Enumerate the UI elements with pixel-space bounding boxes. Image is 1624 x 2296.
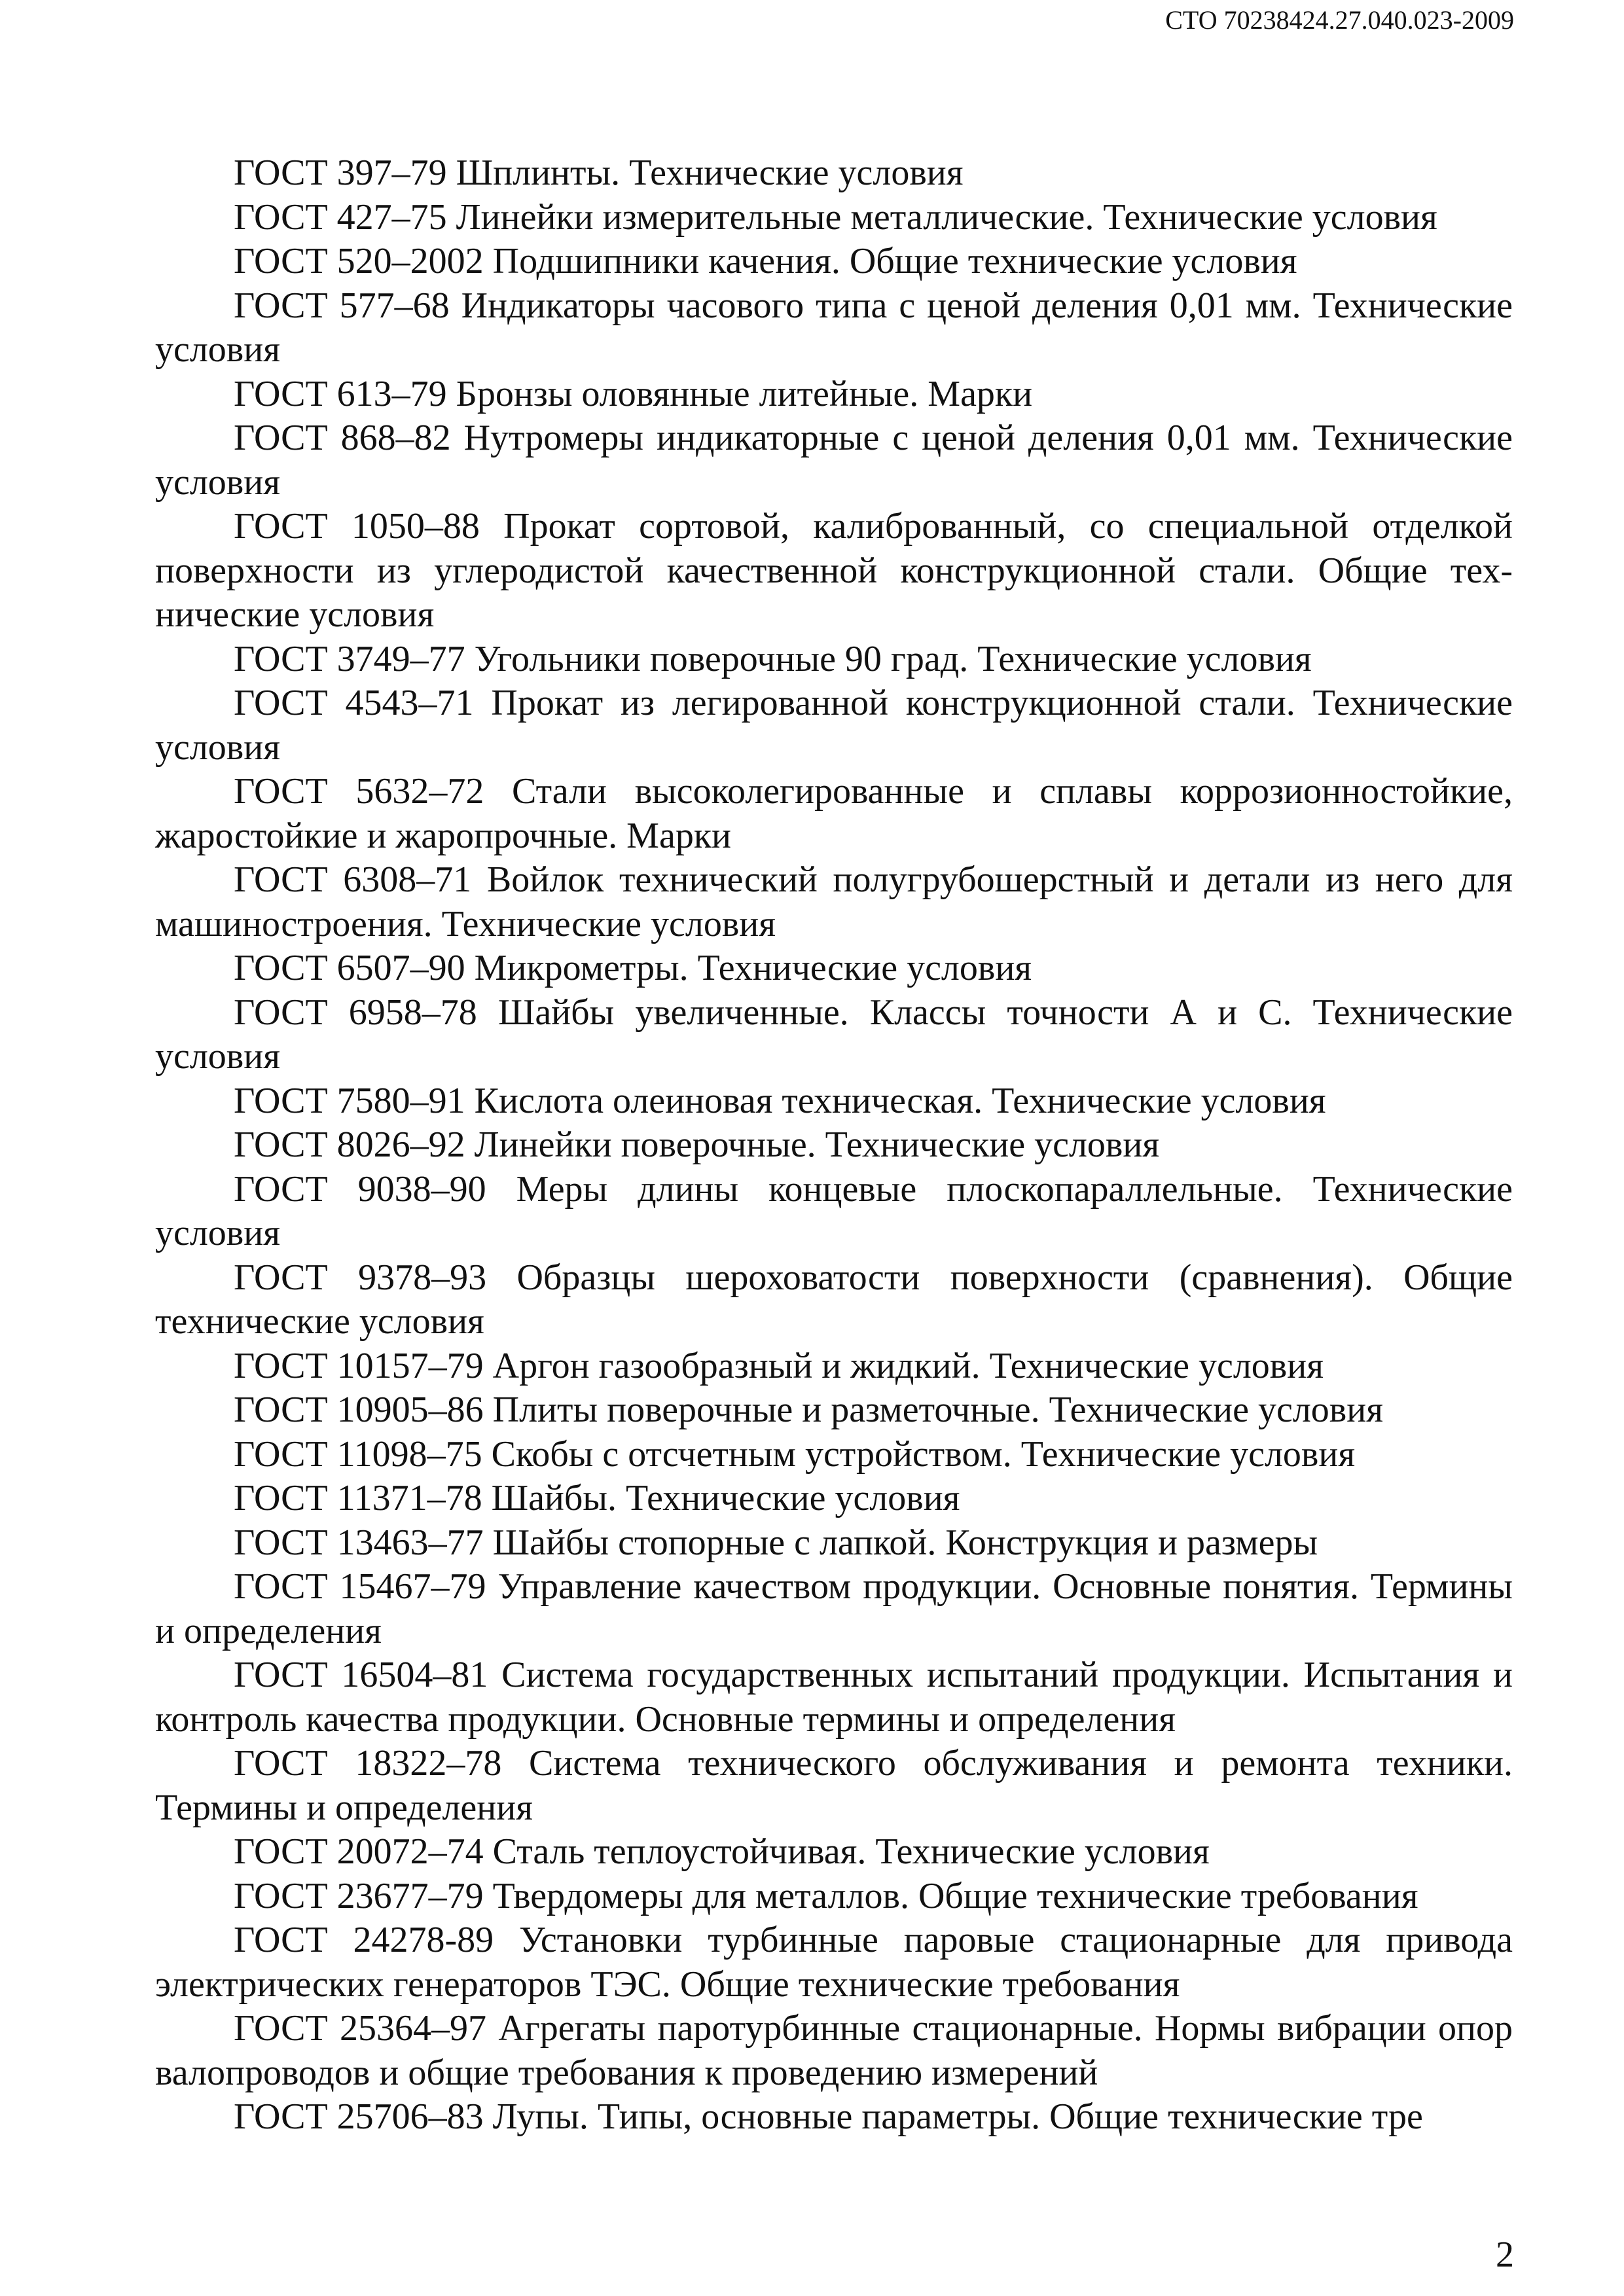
reference-entry: ГОСТ 7580–91 Кислота олеиновая техническая. Технические условия xyxy=(234,1080,1326,1121)
reference-entry: ГОСТ 6958–78 Шайбы увеличенные. Классы точности А и С. Технические условия xyxy=(155,992,1513,1077)
reference-entry: ГОСТ 577–68 Индикаторы часового типа с ценой деления 0,01 мм. Технические условия xyxy=(155,285,1513,370)
page-number: 2 xyxy=(1496,2234,1514,2275)
reference-entry: ГОСТ 25364–97 Агрегаты паротурбинные стационарные. Нормы вибрации опор валопроводов и общие требования к проведению измерений xyxy=(155,2008,1513,2093)
reference-entry: ГОСТ 11371–78 Шайбы. Технические условия xyxy=(234,1478,960,1518)
reference-entry: ГОСТ 8026–92 Линейки поверочные. Технические условия xyxy=(234,1124,1160,1165)
reference-entry: ГОСТ 25706–83 Лупы. Типы, основные параметры. Общие технические тре xyxy=(234,2096,1423,2137)
document-code-header: СТО 70238424.27.040.023-2009 xyxy=(1165,5,1514,35)
reference-entry: ГОСТ 1050–88 Прокат сортовой, калиброванный, со специальной отделкой поверхности из углеродистой качественной конструкционной стали. Общие технические условия xyxy=(155,506,1513,635)
reference-entry: ГОСТ 397–79 Шплинты. Технические условия xyxy=(234,152,964,193)
reference-entry: ГОСТ 23677–79 Твердомеры для металлов. Общие технические требования xyxy=(234,1875,1418,1916)
reference-entry: ГОСТ 6308–71 Войлок технический полугрубошерстный и детали из него для машиностроения. Технические условия xyxy=(155,859,1513,944)
reference-entry: ГОСТ 15467–79 Управление качеством продукции. Основные понятия. Термины и определения xyxy=(155,1566,1513,1651)
reference-entry: ГОСТ 613–79 Бронзы оловянные литейные. Марки xyxy=(234,373,1033,414)
reference-entry: ГОСТ 20072–74 Сталь теплоустойчивая. Технические условия xyxy=(234,1831,1210,1872)
normative-references-list xyxy=(155,151,1513,2140)
reference-entry: ГОСТ 13463–77 Шайбы стопорные с лапкой. Конструкция и размеры xyxy=(234,1522,1318,1563)
reference-entry: ГОСТ 4543–71 Прокат из легированной конструкционной стали. Технические условия xyxy=(155,683,1513,768)
reference-entry: ГОСТ 520–2002 Подшипники качения. Общие технические условия xyxy=(234,241,1297,281)
reference-entry: ГОСТ 10905–86 Плиты поверочные и разметочные. Технические условия xyxy=(234,1390,1383,1430)
reference-entry: ГОСТ 9378–93 Образцы шероховатости поверхности (сравнения). Общие технические условия xyxy=(155,1257,1513,1342)
reference-entry: ГОСТ 11098–75 Скобы с отсчетным устройством. Технические условия xyxy=(234,1433,1356,1475)
reference-entry: ГОСТ 10157–79 Аргон газообразный и жидкий. Технические условия xyxy=(234,1345,1324,1386)
reference-entry: ГОСТ 16504–81 Система государственных испытаний продукции. Испытания и контроль качества продукции. Основные термины и определения xyxy=(155,1655,1513,1740)
reference-entry: ГОСТ 3749–77 Угольники поверочные 90 град. Технические условия xyxy=(234,638,1312,679)
reference-entry: ГОСТ 18322–78 Система технического обслуживания и ремонта техники. Термины и определения xyxy=(155,1743,1513,1828)
reference-entry: ГОСТ 868–82 Нутромеры индикаторные с ценой деления 0,01 мм. Технические условия xyxy=(155,418,1513,503)
reference-entry: ГОСТ 9038–90 Меры длины концевые плоскопараллельные. Технические условия xyxy=(155,1168,1513,1253)
reference-entry: ГОСТ 6507–90 Микрометры. Технические условия xyxy=(234,948,1032,988)
reference-entry: ГОСТ 5632–72 Стали высоколегированные и сплавы коррозионностойкие, жаростойкие и жаропрочные. Марки xyxy=(155,771,1513,856)
reference-entry: ГОСТ 24278-89 Установки турбинные паровые стационарные для привода электрических генераторов ТЭС. Общие технические требования xyxy=(155,1920,1513,2005)
reference-entry: ГОСТ 427–75 Линейки измерительные металлические. Технические условия xyxy=(234,196,1437,238)
